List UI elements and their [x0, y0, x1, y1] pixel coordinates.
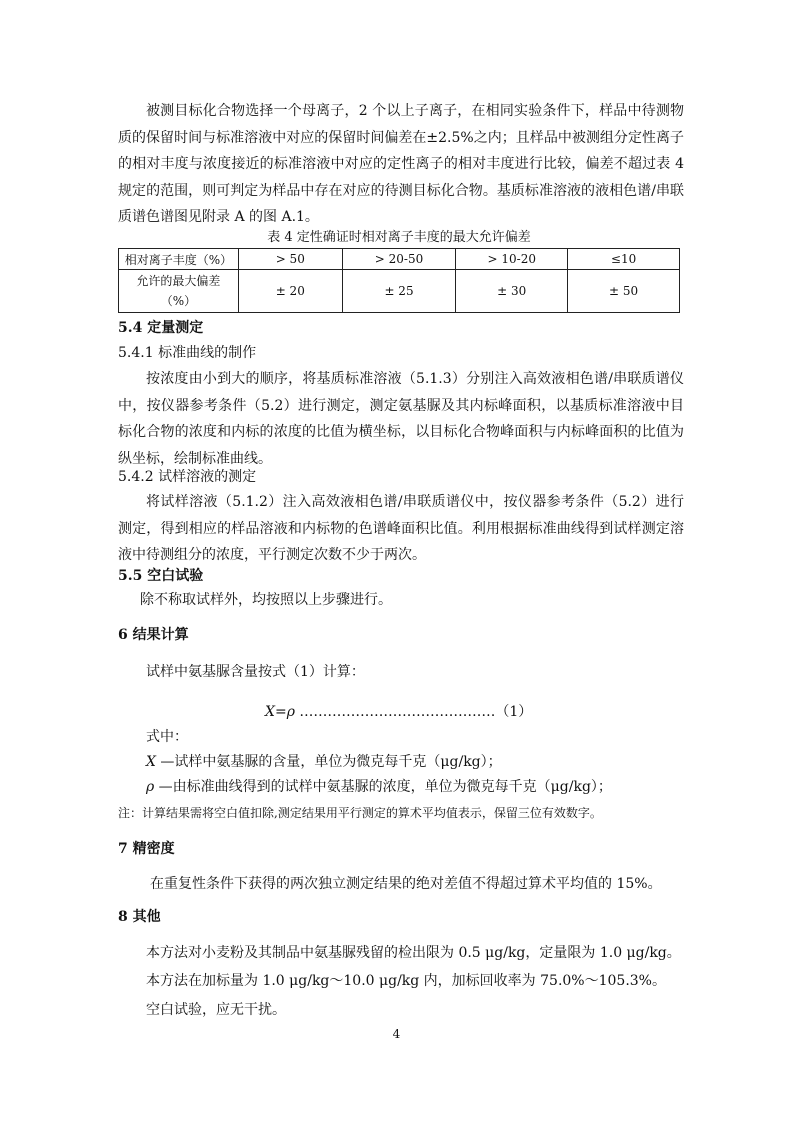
formula-1	[265, 701, 532, 721]
intro-paragraph: 被测目标化合物选择一个母离子，2 个以上子离子，在相同实验条件下，样品中待测物质的保留时间与标准溶液中对应的保留时间偏差在±2.5%之内；且样品中被测组分定性离子的相对丰度与浓度接近的标准溶液中对应的定性离子的相对丰度进行比较，偏差不超过表 4 规定的范围，则可判定为样品中存在对应的待测目标化合物。基质标准溶液的液相色谱/串联质谱色谱图见附录 A 的图 A.1。	[118, 103, 684, 225]
table-row-label	[119, 270, 239, 313]
variable-description: —试样中氨基脲的含量，单位为微克每千克（μg/kg）；	[155, 754, 502, 770]
formula-dots: ……………………………………	[294, 704, 496, 720]
table-cell: ≤10	[568, 249, 680, 270]
section-8-line: 本方法对小麦粉及其制品中氨基脲残留的检出限为 0.5 μg/kg，定量限为 1.0 μg/kg。	[146, 945, 681, 961]
variable-x-definition	[146, 752, 502, 772]
section-7-heading: 7 精密度	[118, 841, 175, 857]
label-line: 允许的最大偏差	[136, 274, 221, 288]
formula-number: （1）	[495, 704, 533, 720]
calculation-note: 注：计算结果需将空白值扣除,测定结果用平行测定的算术平均值表示，保留三位有效数字。	[118, 806, 602, 820]
table-row	[119, 249, 680, 270]
page-number: 4	[392, 1027, 401, 1041]
section-8-line: 空白试验，应无干扰。	[146, 1002, 286, 1018]
table-cell: ± 25	[342, 270, 456, 313]
variable-rho-definition	[146, 777, 612, 797]
table-cell: > 10-20	[456, 249, 568, 270]
table-cell: > 50	[238, 249, 342, 270]
section-6-intro: 试样中氨基脲含量按式（1）计算：	[146, 664, 365, 680]
section-5-4-heading: 5.4 定量测定	[118, 320, 204, 336]
table-cell: > 20-50	[342, 249, 456, 270]
variable-symbol: X	[146, 754, 156, 770]
section-6-heading: 6 结果计算	[118, 627, 189, 643]
table4-caption: 表 4 定性确证时相对离子丰度的最大允许偏差	[267, 230, 531, 245]
table-cell: ± 20	[238, 270, 342, 313]
ion-abundance-table	[118, 248, 680, 313]
table-cell: ± 30	[456, 270, 568, 313]
section-8-line: 本方法在加标量为 1.0 μg/kg～10.0 μg/kg 内，加标回收率为 75.0%～105.3%。	[146, 973, 666, 989]
section-5-4-1-heading: 5.4.1 标准曲线的制作	[118, 345, 257, 361]
section-5-4-2-heading: 5.4.2 试样溶液的测定	[118, 469, 257, 485]
formula-lhs: X=ρ	[265, 704, 295, 720]
section-7-body: 在重复性条件下获得的两次独立测定结果的绝对差值不得超过算术平均值的 15%。	[150, 876, 662, 892]
where-label: 式中：	[146, 729, 188, 745]
table-row-label: 相对离子丰度（%）	[119, 249, 239, 270]
label-line: （%）	[160, 294, 197, 308]
section-5-4-1-body: 按浓度由小到大的顺序，将基质标准溶液（5.1.3）分别注入高效液相色谱/串联质谱仪中，按仪器参考条件（5.2）进行测定，测定氨基脲及其内标峰面积，以基质标准溶液中目标化合物的浓度和内标的浓度的比值为横坐标，以目标化合物峰面积与内标峰面积的比值为纵坐标，绘制标准曲线。	[118, 371, 684, 467]
section-5-5-heading: 5.5 空白试验	[118, 568, 204, 584]
section-5-4-2-body: 将试样溶液（5.1.2）注入高效液相色谱/串联质谱仪中，按仪器参考条件（5.2）进行测定，得到相应的样品溶液和内标物的色谱峰面积比值。利用根据标准曲线得到试样测定溶液中待测组分的浓度，平行测定次数不少于两次。	[118, 494, 684, 563]
variable-description: —由标准曲线得到的试样中氨基脲的浓度，单位为微克每千克（μg/kg）；	[154, 779, 612, 795]
section-5-5-body: 除不称取试样外，均按照以上步骤进行。	[140, 592, 392, 608]
table-cell: ± 50	[568, 270, 680, 313]
section-8-heading: 8 其他	[118, 909, 161, 925]
variable-symbol: ρ	[146, 779, 155, 795]
table-row	[119, 270, 680, 313]
